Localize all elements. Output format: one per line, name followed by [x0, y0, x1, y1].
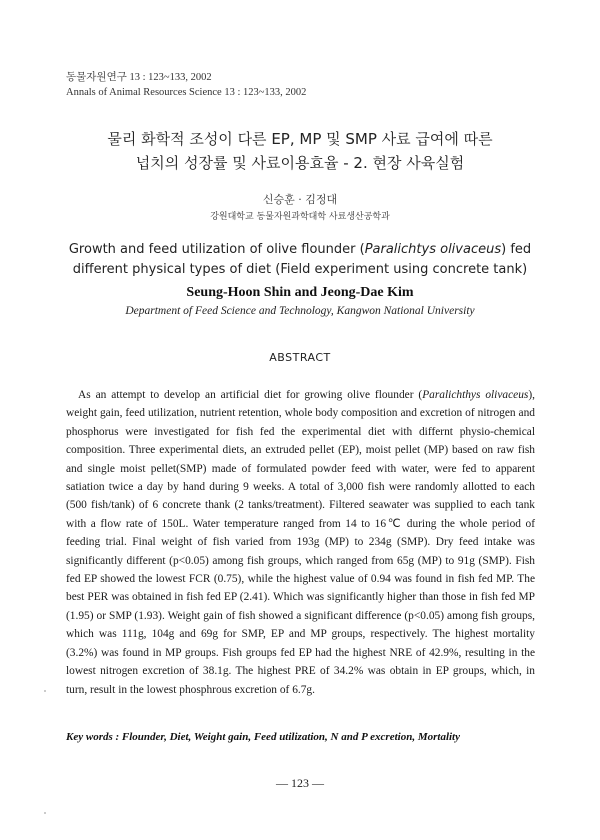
- english-title-line1: [40, 240, 560, 260]
- english-title-pre: Growth and feed utilization of olive flounder (: [68, 242, 365, 257]
- abstract-species: Paralichthys olivaceus: [422, 389, 529, 401]
- page-number: — 123 —: [276, 776, 324, 790]
- english-title: [40, 240, 560, 280]
- journal-header: [66, 70, 306, 100]
- korean-authors: 신승훈 · 김정대: [262, 193, 338, 206]
- english-authors: Seung-Hoon Shin and Jeong-Dae Kim: [186, 285, 414, 300]
- english-title-line2: different physical types of diet (Field experiment using concrete tank): [72, 262, 528, 277]
- abstract-text-start: As an attempt to develop an artificial diet for growing olive flounder (: [78, 389, 423, 401]
- abstract-text-rest: ), weight gain, feed utilization, nutrient retention, whole body composition and excretion of nitrogen and phosphorus were investigated for fish fed the experimental diet with differnt physio-chemical composition. Three experimental diets, an extruded pellet (EP), moist pellet (MP) based on raw fish and single moist pellet(SMP) made of formulated powder feed with water, were fed to apparent satiation twice a day by hand during 9 weeks. A total of 3,000 fish were randomly allotted to each (500 fish/tank) of 6 concrete thank (2 tanks/treatment). Filtered seawater was supplied to each tank with a flow rate of 150L. Water temperature ranged from 14 to 16℃ during the whole period of feeding trial. Final weight of fish varied from 193g (MP) to 234g (SMP). Dry feed intake was significantly different (p<0.05) among fish groups, which ranged from 65g (MP) to 91g (SMP). Fish fed EP showed the lowest FCR (0.75), while the highest value of 0.94 was found in fish fed MP. The best PER was obtained in fish fed EP (2.41). Which was significantly higher than those in fish fed MP (1.95) or SMP (1.93). Weight gain of fish showed a significant difference (p<0.05) among fish groups, which was 111g, 104g and 69g for SMP, EP and MP groups, respectively. The highest mortality (3.2%) was found in MP groups. Fish groups fed EP had the highest NRE of 42.9%, resulting in the lowest nitrogen excretion of 38.1g. The highest PRE of 34.2% was obtain in EP groups, which, in turn, result in the lowest phosphrous excretion of 6.7g.: [66, 389, 535, 696]
- scan-mark: [44, 812, 46, 814]
- scan-mark: [44, 690, 46, 692]
- english-title-species: Paralichtys olivaceus: [364, 242, 502, 257]
- korean-title: [40, 127, 560, 175]
- korean-title-line1: 물리 화학적 조성이 다른 EP, MP 및 SMP 사료 급여에 따른: [107, 130, 493, 148]
- korean-title-line2: 넙치의 성장률 및 사료이용효율 - 2. 현장 사육실험: [135, 154, 465, 172]
- korean-affiliation: 강원대학교 동물자원과학대학 사료생산공학과: [210, 212, 390, 222]
- journal-citation-en: Annals of Animal Resources Science 13 : 123~133, 2002: [66, 87, 307, 98]
- keywords: Key words : Flounder, Diet, Weight gain, Feed utilization, N and P excretion, Mortality: [66, 731, 460, 743]
- english-affiliation: Department of Feed Science and Technology, Kangwon National University: [125, 305, 475, 317]
- abstract-body: [66, 386, 535, 699]
- english-title-post: ) fed: [501, 242, 532, 257]
- abstract-paragraph: [66, 386, 535, 699]
- abstract-heading: ABSTRACT: [269, 351, 331, 364]
- journal-citation-ko: 동물자원연구 13 : 123~133, 2002: [66, 72, 212, 83]
